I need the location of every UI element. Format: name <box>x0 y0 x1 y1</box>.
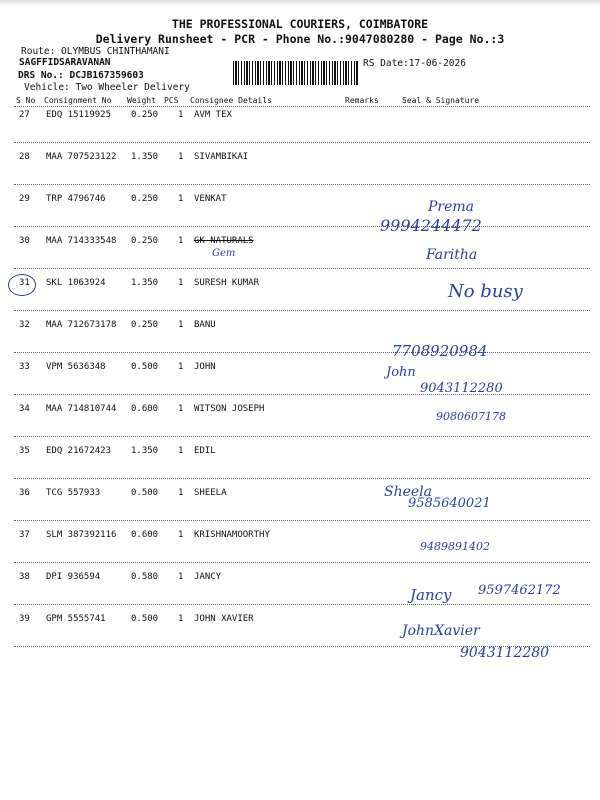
row-divider <box>14 226 590 227</box>
runsheet-title: Delivery Runsheet - PCR - Phone No.:9047080280 - Page No.:3 <box>95 32 505 46</box>
row-sno: 30 <box>19 236 30 246</box>
row-pcs: 1 <box>178 152 184 162</box>
route-text: Route: OLYMBUS CHINTHAMANI <box>21 46 170 57</box>
row-consignment: VPM 5636348 <box>46 362 106 372</box>
row-consignment: MAA 714810744 <box>46 404 117 414</box>
row-divider <box>14 436 590 437</box>
row-divider <box>14 142 590 143</box>
row-sno: 39 <box>19 614 30 624</box>
row-consignment: GPM 5555741 <box>46 614 106 624</box>
signature-29: Prema <box>428 199 475 215</box>
staff-text: SAGFFIDSARAVANAN <box>19 57 111 68</box>
row-consignee: AVM TEX <box>194 110 232 120</box>
row-divider <box>14 562 590 563</box>
row-sno: 36 <box>19 488 30 498</box>
row-consignee: SIVAMBIKAI <box>194 152 249 162</box>
row-consignment: MAA 712673178 <box>46 320 117 330</box>
row-pcs: 1 <box>178 446 184 456</box>
row-consignment: MAA 707523122 <box>46 152 117 162</box>
row-consignment: DPI 936594 <box>46 572 101 582</box>
row-consignee: SHEELA <box>194 488 227 498</box>
row-consignment: TCG 557933 <box>46 488 101 498</box>
row-pcs: 1 <box>178 488 184 498</box>
row-consignee: JOHN XAVIER <box>194 614 254 624</box>
row-consignee: JANCY <box>194 572 222 582</box>
page-top-edge <box>0 0 600 6</box>
phone-38: 9597462172 <box>478 583 561 598</box>
col-sno: S No <box>16 96 36 105</box>
row-sno: 37 <box>19 530 30 540</box>
row-sno: 27 <box>19 110 30 120</box>
rs-date: RS Date:17-06-2026 <box>363 58 466 69</box>
col-weight: Weight <box>127 96 156 105</box>
row-consignee: VENKAT <box>194 194 227 204</box>
row-weight: 0.580 <box>131 572 159 582</box>
row-weight: 0.600 <box>131 530 159 540</box>
vehicle-text: Vehicle: Two Wheeler Delivery <box>24 82 190 93</box>
row-consignee: WITSON JOSEPH <box>194 404 265 414</box>
row-consignment: EDQ 15119925 <box>46 110 112 120</box>
company-title: THE PROFESSIONAL COURIERS, COIMBATORE <box>171 17 429 31</box>
row-divider <box>14 352 590 353</box>
row-divider <box>14 184 590 185</box>
row-sno: 33 <box>19 362 30 372</box>
row-weight: 0.250 <box>131 110 159 120</box>
row-pcs: 1 <box>178 404 184 414</box>
row-pcs: 1 <box>178 110 184 120</box>
signature-36: Sheela <box>384 484 433 500</box>
header-divider <box>14 106 590 107</box>
row-weight: 0.500 <box>131 362 159 372</box>
phone-29: 9994244472 <box>380 216 482 235</box>
row-pcs: 1 <box>178 194 184 204</box>
drs-number: DRS No.: DCJB167359603 <box>18 70 144 81</box>
row-divider <box>14 268 590 269</box>
phone-32: 7708920984 <box>392 342 488 360</box>
row-consignment: TRP 4796746 <box>46 194 106 204</box>
row-divider <box>14 394 590 395</box>
row-consignee: JOHN <box>194 362 216 372</box>
row-31-circle-mark <box>8 274 36 296</box>
signature-33: John <box>386 365 416 380</box>
row-consignee: GK NATURALS <box>194 236 254 246</box>
row-weight: 1.350 <box>131 152 159 162</box>
row-weight: 0.250 <box>131 236 159 246</box>
row-sno: 28 <box>19 152 30 162</box>
phone-34: 9080607178 <box>436 410 506 423</box>
handwritten-note-30: Gem <box>212 248 236 259</box>
row-divider <box>14 478 590 479</box>
row-sno: 29 <box>19 194 30 204</box>
signature-39: JohnXavier <box>402 623 480 639</box>
row-pcs: 1 <box>178 572 184 582</box>
row-sno: 32 <box>19 320 30 330</box>
row-sno: 34 <box>19 404 30 414</box>
row-divider <box>14 520 590 521</box>
row-weight: 0.500 <box>131 488 159 498</box>
phone-37: 9489891402 <box>420 540 490 553</box>
row-pcs: 1 <box>178 614 184 624</box>
row-weight: 0.600 <box>131 404 159 414</box>
row-consignee: EDIL <box>194 446 216 456</box>
signature-31: No busy <box>448 281 523 302</box>
row-consignment: MAA 714333548 <box>46 236 117 246</box>
row-consignment: SLM 387392116 <box>46 530 117 540</box>
row-weight: 0.250 <box>131 320 159 330</box>
row-consignment: SKL 1063924 <box>46 278 106 288</box>
row-pcs: 1 <box>178 362 184 372</box>
row-pcs: 1 <box>178 236 184 246</box>
row-sno: 38 <box>19 572 30 582</box>
phone-36: 9585640021 <box>408 496 491 511</box>
row-sno: 35 <box>19 446 30 456</box>
col-pcs: PCS <box>164 96 179 105</box>
phone-39: 9043112280 <box>460 645 550 661</box>
row-pcs: 1 <box>178 278 184 288</box>
col-consignment: Consignment No <box>44 96 112 105</box>
row-sno: 31 <box>19 278 30 288</box>
row-consignee: SURESH KUMAR <box>194 278 260 288</box>
col-remarks: Remarks <box>345 96 379 105</box>
signature-30: Faritha <box>426 247 478 263</box>
row-weight: 1.350 <box>131 446 159 456</box>
row-consignment: EDQ 21672423 <box>46 446 112 456</box>
col-seal: Seal & Signature <box>402 96 480 105</box>
row-pcs: 1 <box>178 320 184 330</box>
col-consignee: Consignee Details <box>190 96 272 105</box>
signature-38: Jancy <box>410 586 452 604</box>
row-consignee: BANU <box>194 320 216 330</box>
phone-33: 9043112280 <box>420 381 503 396</box>
row-pcs: 1 <box>178 530 184 540</box>
row-divider <box>14 604 590 605</box>
barcode-image <box>233 61 358 85</box>
row-consignee: KRISHNAMOORTHY <box>194 530 270 540</box>
row-divider <box>14 310 590 311</box>
row-weight: 0.500 <box>131 614 159 624</box>
row-weight: 0.250 <box>131 194 159 204</box>
row-weight: 1.350 <box>131 278 159 288</box>
